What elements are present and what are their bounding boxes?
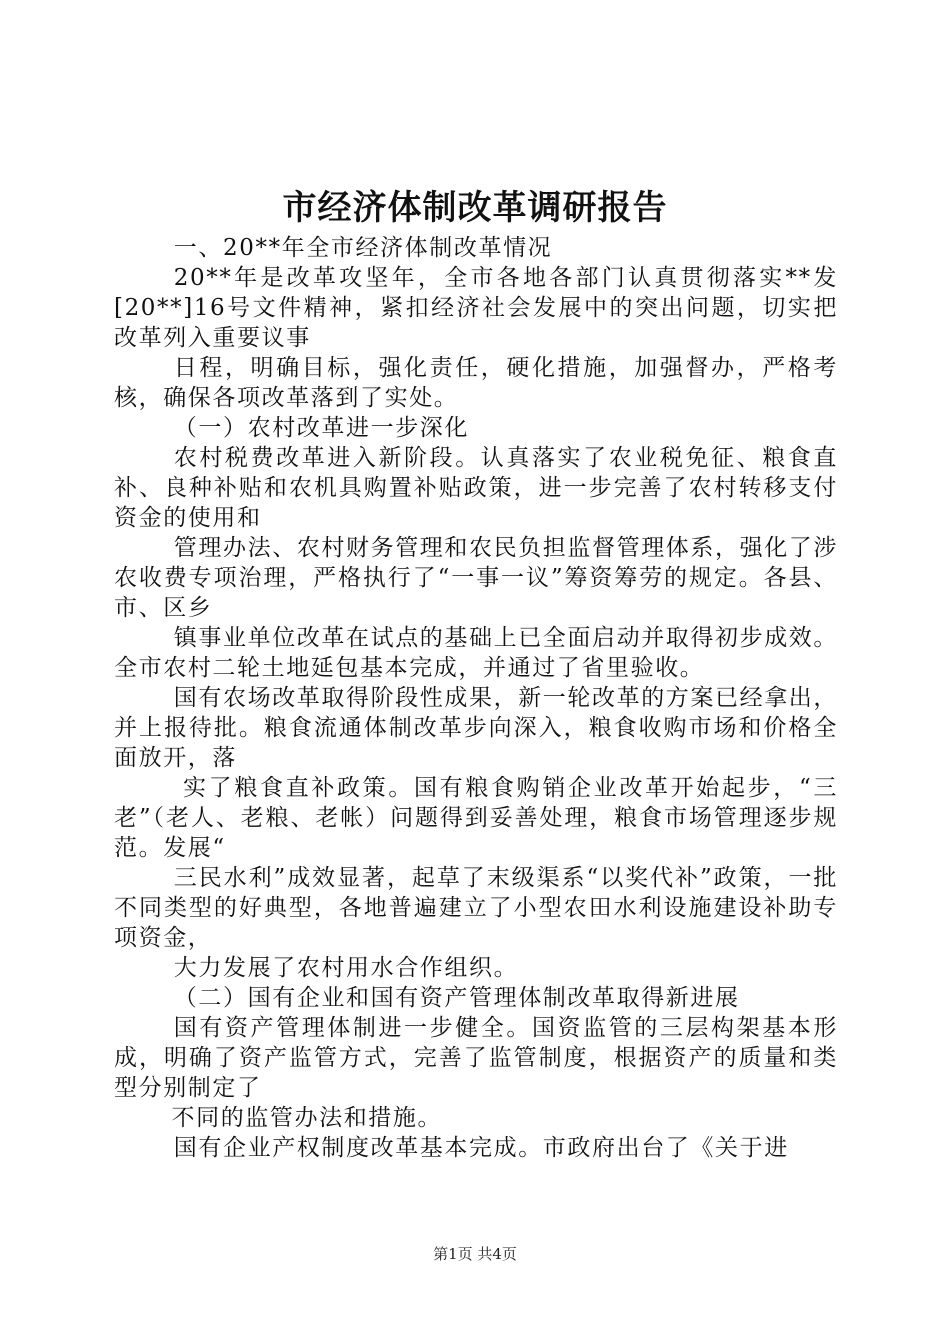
- paragraph: 实了粮食直补政策。国有粮食购销企业改革开始起步，“三老”（老人、老粮、老帐）问题得到妥善处理，粮食市场管理逐步规范。发展“: [114, 775, 838, 861]
- paragraph: 日程，明确目标，强化责任，硬化措施，加强督办，严格考核，确保各项改革落到了实处。: [114, 355, 838, 411]
- subsection-heading: （二）国有企业和国有资产管理体制改革取得新进展: [173, 985, 740, 1011]
- document-body: [114, 233, 838, 1163]
- paragraph: 大力发展了农村用水合作组织。: [173, 955, 519, 981]
- paragraph: 国有农场改革取得阶段性成果，新一轮改革的方案已经拿出，并上报待批。粮食流通体制改革步向深入，粮食收购市场和价格全面放开，落: [114, 685, 838, 771]
- subsection-heading: （一）农村改革进一步深化: [173, 415, 469, 441]
- paragraph: 国有企业产权制度改革基本完成。市政府出台了《关于进: [173, 1135, 789, 1161]
- paragraph: 国有资产管理体制进一步健全。国资监管的三层构架基本形成，明确了资产监管方式，完善了监管制度，根据资产的质量和类型分别制定了: [114, 1015, 838, 1101]
- paragraph: 管理办法、农村财务管理和农民负担监督管理体系，强化了涉农收费专项治理，严格执行了“一事一议”筹资筹劳的规定。各县、市、区乡: [114, 535, 838, 621]
- paragraph: 不同的监管办法和措施。: [171, 1105, 443, 1131]
- section-heading: 一、20**年全市经济体制改革情况: [173, 235, 553, 261]
- paragraph: 农村税费改革进入新阶段。认真落实了农业税免征、粮食直补、良种补贴和农机具购置补贴政策，进一步完善了农村转移支付资金的使用和: [114, 445, 838, 531]
- page-footer: 第1页 共4页: [433, 1245, 517, 1263]
- document-title: 市经济体制改革调研报告: [282, 188, 668, 228]
- paragraph: 三民水利”成效显著，起草了末级渠系“以奖代补”政策，一批不同类型的好典型，各地普遍建立了小型农田水利设施建设补助专项资金，: [114, 865, 838, 951]
- paragraph: 镇事业单位改革在试点的基础上已全面启动并取得初步成效。全市农村二轮土地延包基本完成，并通过了省里验收。: [114, 625, 838, 681]
- paragraph: 20**年是改革攻坚年，全市各地各部门认真贯彻落实**发[20**]16号文件精神，紧扣经济社会发展中的突出问题，切实把改革列入重要议事: [114, 265, 838, 351]
